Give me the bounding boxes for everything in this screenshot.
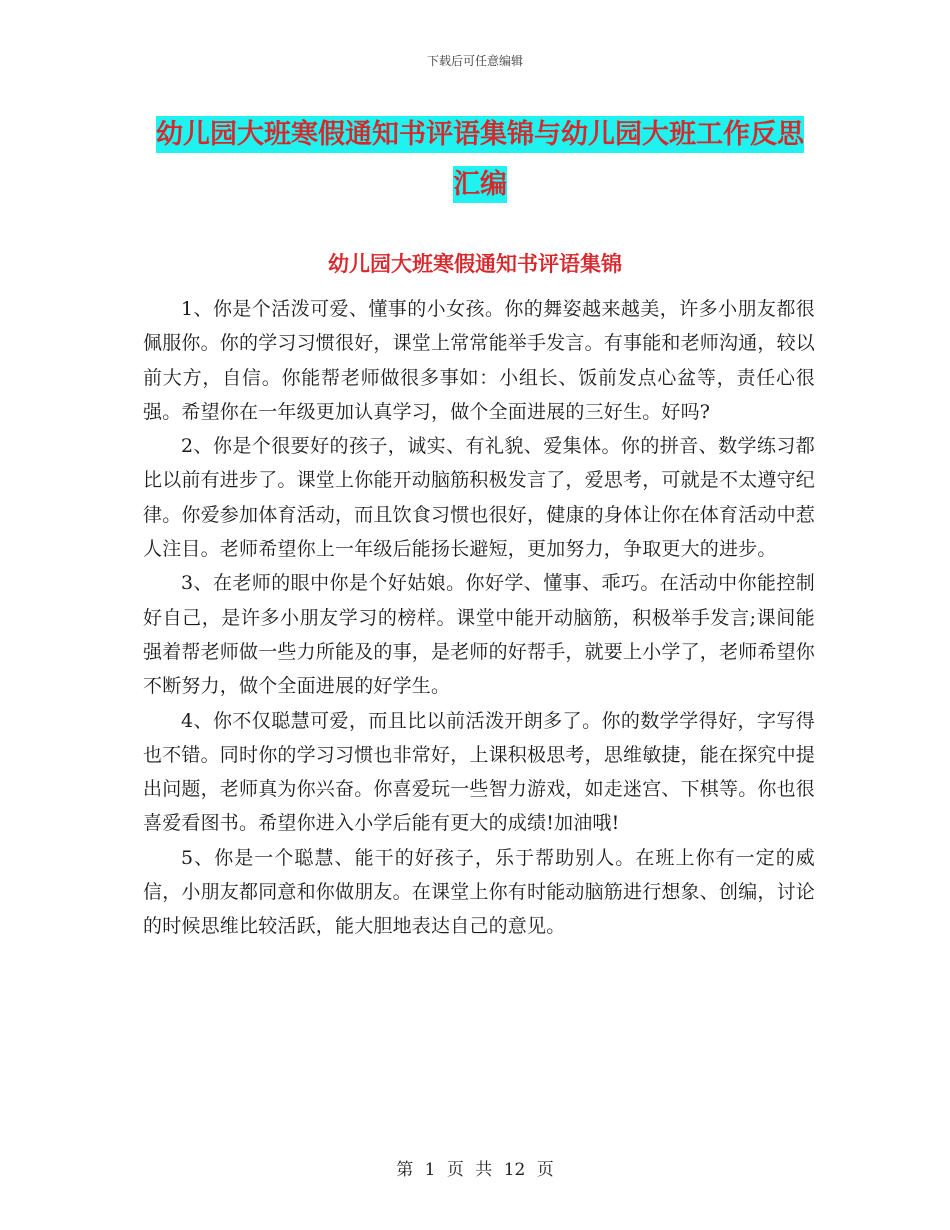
paragraph-3: 3、在老师的眼中你是个好姑娘。你好学、懂事、乖巧。在活动中你能控制好自己，是许多小朋友学习的榜样。课堂中能开动脑筋，积极举手发言;课间能强着帮老师做一些力所能及的事，是老师的好帮手，就要上小学了，老师希望你不断努力，做个全面进展的好学生。 [143,572,816,698]
document-body [143,292,815,944]
document-title-text: 幼儿园大班寒假通知书评语集锦与幼儿园大班工作反思汇编 [156,116,804,203]
page-footer: 第 1 页 共 12 页 [396,1160,554,1180]
paragraph-4: 4、你不仅聪慧可爱，而且比以前活泼开朗多了。你的数学学得好，字写得也不错。同时你的学习习惯也非常好，上课积极思考，思维敏捷，能在探究中提出问题，老师真为你兴奋。你喜爱玩一些智力游戏，如走迷宫、下棋等。你也很喜爱看图书。希望你进入小学后能有更大的成绩!加油哦! [143,709,816,835]
header-note: 下载后可任意编辑 [426,54,523,68]
section-title: 幼儿园大班寒假通知书评语集锦 [328,252,622,276]
paragraph-2: 2、你是个很要好的孩子，诚实、有礼貌、爱集体。你的拼音、数学练习都比以前有进步了。课堂上你能开动脑筋积极发言了，爱思考，可就是不太遵守纪律。你爱参加体育活动，而且饮食习惯也很好，健康的身体让你在体育活动中惹人注目。老师希望你上一年级后能扬长避短，更加努力，争取更大的进步。 [143,435,816,561]
paragraph-1: 1、你是个活泼可爱、懂事的小女孩。你的舞姿越来越美，许多小朋友都很佩服你。你的学习习惯很好，课堂上常常能举手发言。有事能和老师沟通，较以前大方，自信。你能帮老师做很多事如：小组长、饭前发点心盆等，责任心很强。希望你在一年级更加认真学习，做个全面进展的三好生。好吗? [143,298,816,423]
document-title [150,110,810,210]
paragraph-5: 5、你是一个聪慧、能干的好孩子，乐于帮助别人。在班上你有一定的威信，小朋友都同意和你做朋友。在课堂上你有时能动脑筋进行想象、创编，讨论的时候思维比较活跃，能大胆地表达自己的意见。 [143,846,816,938]
